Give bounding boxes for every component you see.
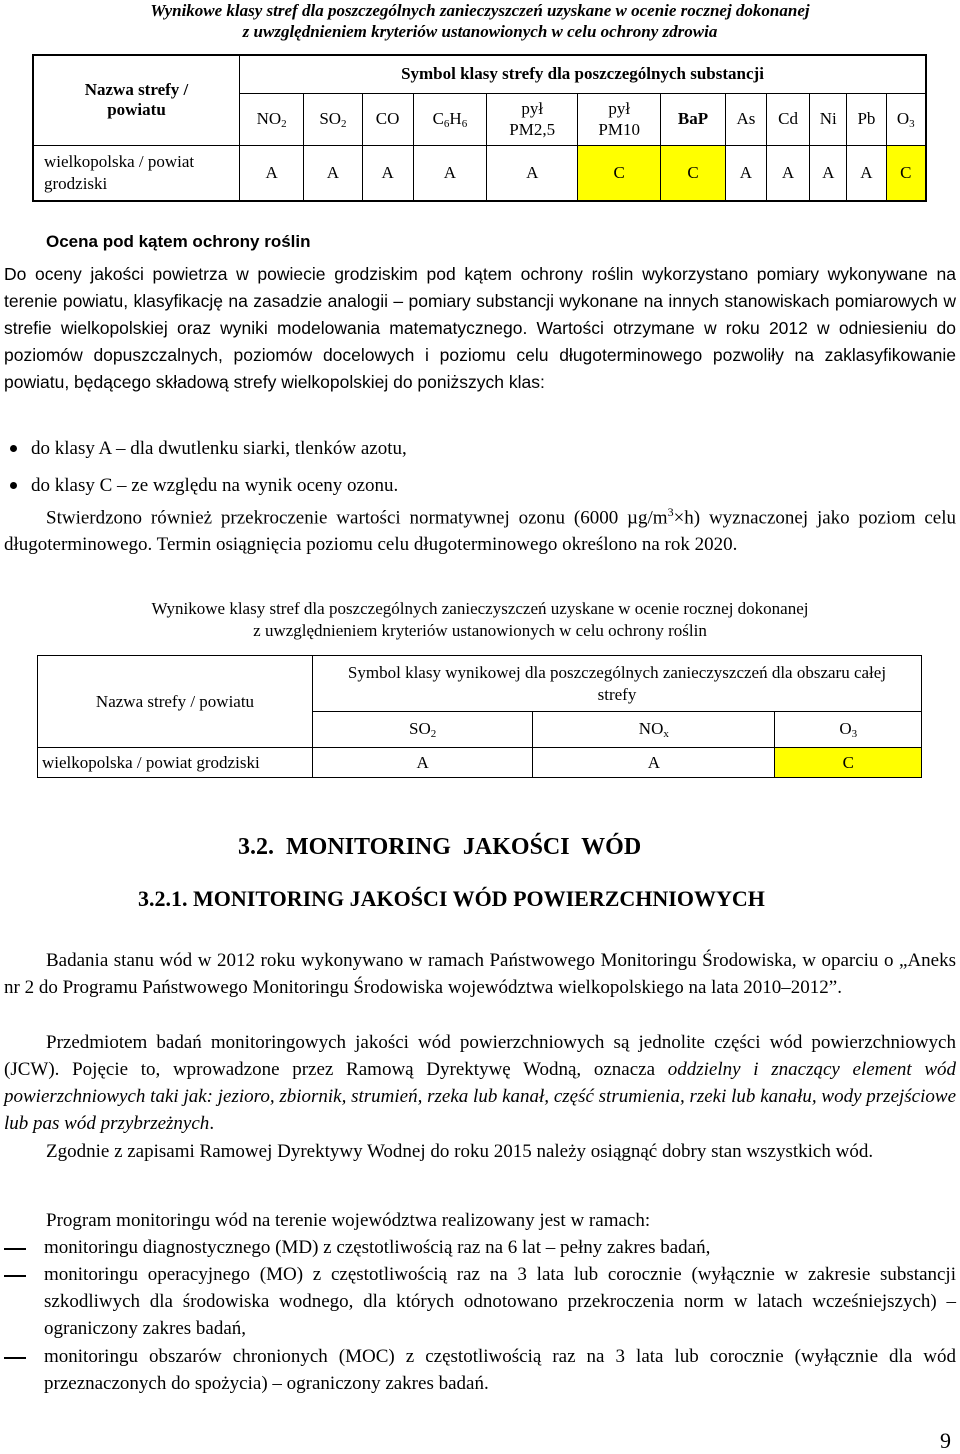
caption-health-line2: z uwzględnieniem kryteriów ustanowionych w celu ochrony zdrowia <box>242 22 718 41</box>
caption-plants-line1: Wynikowe klasy stref dla poszczególnych zanieczyszczeń uzyskane w ocenie rocznej dokonanej <box>151 599 809 618</box>
dash-item-moc: monitoringu obszarów chronionych (MOC) z częstotliwością raz na 3 lata lub corocznie (wyłącznie dla wód przeznaczonych do spożycia) – ograniczony zakres badań. <box>44 1346 956 1394</box>
table-plants-classes <box>37 655 922 778</box>
table-cell: A <box>413 145 487 201</box>
caption-plants-line2: z uwzględnieniem kryteriów ustanowionych w celu ochrony roślin <box>253 621 707 640</box>
page-number: 9 <box>940 1428 951 1453</box>
dash-icon <box>4 1248 26 1250</box>
dash-icon <box>4 1275 26 1277</box>
table-cell: A <box>362 145 413 201</box>
sub-as: As <box>725 93 766 145</box>
heading-3-2: 3.2. MONITORING JAKOŚCI WÓD <box>238 834 642 860</box>
table-cell: A <box>313 748 533 778</box>
table-cell: A <box>487 145 578 201</box>
bullet-icon <box>10 445 17 452</box>
table-cell: A <box>533 748 775 778</box>
sub-bap: BaP <box>661 93 726 145</box>
sub-pb: Pb <box>847 93 886 145</box>
water-para2-definition: oddzielny i znaczący element wód powierzchniowych taki jak: jezioro, zbiornik, strumień, rzeka lub kanał, część strumienia, rzeki lub kanału, wody przejściowe lub pas wód przybrzeżnych <box>4 1059 956 1134</box>
water-para3: Zgodnie z zapisami Ramowej Dyrektywy Wodnej do roku 2015 należy osiągnąć dobry stan wszystkich wód. <box>46 1141 874 1162</box>
sub-o3: $O_3$ <box>886 93 926 145</box>
table-cell: C <box>578 145 661 201</box>
dash-item-md: monitoringu diagnostycznego (MD) z częstotliwością raz na 6 lat – pełny zakres badań, <box>44 1237 711 1258</box>
table-cell: A <box>847 145 886 201</box>
table-plants-row-zone: wielkopolska / powiat grodziski <box>38 748 313 778</box>
table-cell: C <box>886 145 926 201</box>
table-plants-zone-header: Nazwa strefy / powiatu <box>38 656 313 748</box>
bullet-icon <box>10 482 17 489</box>
table-health-row-zone: wielkopolska / powiat grodziski <box>33 145 240 201</box>
dash-item-mo: monitoringu operacyjnego (MO) z częstotliwością raz na 3 lata lub corocznie (wyłącznie w zakresie substancji szkodliwych dla środowiska wodnego, dla których odnotowano przekroczenia norm w latach wcześniejszych) – ograniczony zakres badań, <box>44 1264 956 1339</box>
water-para2: Przedmiotem badań monitoringowych jakości wód powierzchniowych są jednolite części wód powierzchniowych (JCW). Pojęcie to, wprowadzone przez Ramową Dyrektywę Wodną, oznacza oddzielny i znaczący element wód powierzchniowych taki jak: jezioro, zbiornik, strumień, rzeka lub kanał, część strumienia, rzeki lub kanału, wody przejściowe lub pas wód przybrzeżnych. <box>4 1032 956 1134</box>
table-cell: A <box>725 145 766 201</box>
table-cell: A <box>810 145 847 201</box>
table-health-zone-header: Nazwa strefy / powiatu <box>33 55 240 145</box>
table-health-classes <box>32 54 927 202</box>
table-health-group-header: Symbol klasy strefy dla poszczególnych substancji <box>240 55 927 93</box>
water-para1: Badania stanu wód w 2012 roku wykonywano w ramach Państwowego Monitoringu Środowiska, w oparciu o „Aneks nr 2 do Programu Państwowego Monitoringu Środowiska województwa wielkopolskiego na lata 2010–2012”. <box>4 950 956 998</box>
sub-o3: $O_3$ <box>775 712 922 748</box>
sub-cd: Cd <box>766 93 809 145</box>
heading-3-2-1: 3.2.1. MONITORING JAKOŚCI WÓD POWIERZCHNIOWYCH <box>138 886 765 911</box>
caption-health-line1: Wynikowe klasy stref dla poszczególnych zanieczyszczeń uzyskane w ocenie rocznej dokonanej <box>150 1 810 20</box>
table-cell: A <box>766 145 809 201</box>
section-plants-heading: Ocena pod kątem ochrony roślin <box>46 232 311 251</box>
table-cell: C <box>661 145 726 201</box>
section-plants-para1: Do oceny jakości powietrza w powiecie grodziskim pod kątem ochrony roślin wykorzystano pomiary wykonywane na terenie powiatu, klasyfikację na zasadzie analogii – pomiary substancji wykonane na innych stanowiskach pomiarowych w strefie wielkopolskiej oraz wyniki modelowania matematycznego. Wartości otrzymane w roku 2012 w odniesieniu do poziomów dopuszczalnych, poziomów docelowych i poziomu celu długoterminowego pozwoliły na zaklasyfikowanie powiatu, będącego składową strefy wielkopolskiej do poniższych klas: <box>4 264 956 392</box>
bullet-item-class-a: do klasy A – dla dwutlenku siarki, tlenków azotu, <box>31 438 407 459</box>
sub-pm25: pył PM2,5 <box>487 93 578 145</box>
sub-co: CO <box>362 93 413 145</box>
sub-no2: $NO_2$ <box>240 93 304 145</box>
sub-nox: $NO_x$ <box>533 712 775 748</box>
table-cell: A <box>304 145 362 201</box>
dash-icon <box>4 1357 26 1359</box>
water-para4: Program monitoringu wód na terenie województwa realizowany jest w ramach: <box>46 1210 651 1231</box>
sub-pm10: pył PM10 <box>578 93 661 145</box>
sub-so2: $SO_2$ <box>304 93 362 145</box>
sub-ni: Ni <box>810 93 847 145</box>
table-cell: C <box>775 748 922 778</box>
table-cell: A <box>240 145 304 201</box>
sub-so2: $SO_2$ <box>313 712 533 748</box>
bullet-item-class-c: do klasy C – ze względu na wynik oceny ozonu. <box>31 475 399 496</box>
sub-c6h6: $C_6H_6$ <box>413 93 487 145</box>
table-plants-group-header: Symbol klasy wynikowej dla poszczególnych zanieczyszczeń dla obszaru całej strefy <box>313 656 922 712</box>
section-plants-para2: Stwierdzono również przekroczenie wartości normatywnej ozonu (6000 $\mu g/m^3\times h$) wyznaczonej jako poziom celu długoterminowego. Termin osiągnięcia poziomu celu długoterminowego określono na rok 2020. <box>4 505 956 556</box>
